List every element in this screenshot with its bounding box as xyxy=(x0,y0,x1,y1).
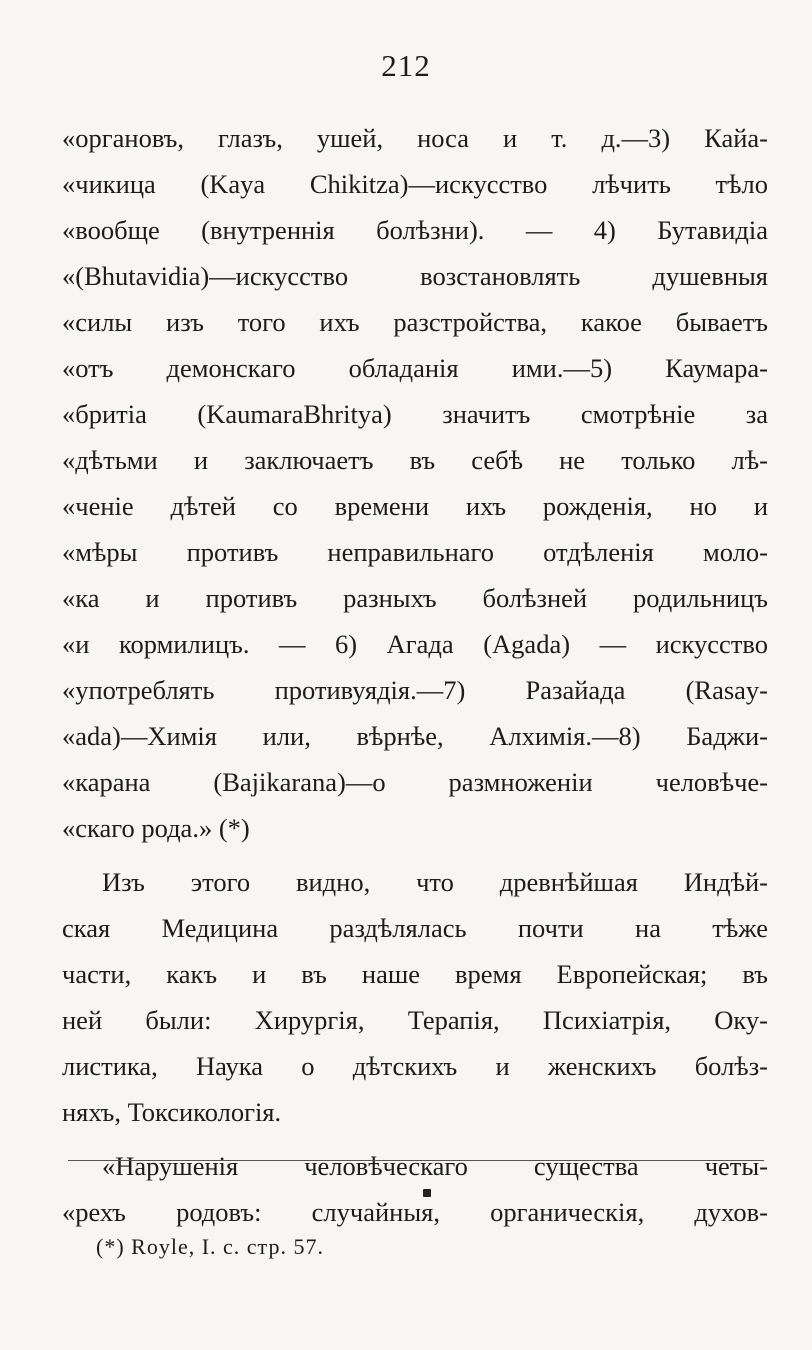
text-line: «мѣры противъ неправильнаго отдѣленія моло- xyxy=(62,537,768,567)
body-text xyxy=(62,115,768,1235)
text-line: «дѣтьми и заключаетъ въ себѣ не только лѣ- xyxy=(62,445,768,475)
text-line: «ada)—Химія или, вѣрнѣе, Алхимія.—8) Баджи- xyxy=(62,721,768,751)
printer-mark xyxy=(423,1189,431,1197)
text-line: «употреблять противуядія.—7) Разайада (Rasay- xyxy=(62,675,768,705)
text-line: няхъ, Токсикологія. xyxy=(62,1097,282,1127)
text-line: «(Bhutavidia)—искусство возстановлять душевныя xyxy=(62,261,768,291)
text-line: «бритіа (KaumaraBhritya) значитъ смотрѣніе за xyxy=(62,399,768,429)
text-line: «вообще (внутреннія болѣзни). — 4) Бутавидіа xyxy=(62,215,768,245)
footnote-divider xyxy=(68,1160,764,1161)
text-line: листика, Наука о дѣтскихъ и женскихъ болѣз- xyxy=(62,1051,768,1081)
text-line: «карана (Bajikarana)—о размноженіи человѣче- xyxy=(62,767,768,797)
text-line: «и кормилицъ. — 6) Агада (Agada) — искусство xyxy=(62,629,768,659)
text-line: «отъ демонскаго обладанія ими.—5) Каумара- xyxy=(62,353,768,383)
text-line: «рехъ родовъ: случайныя, органическія, духов- xyxy=(62,1197,768,1227)
text-line: «Нарушенія человѣческаго существа четы- xyxy=(102,1151,768,1181)
text-line: Изъ этого видно, что древнѣйшая Индѣй- xyxy=(102,867,768,897)
text-line: ней были: Хирургія, Терапія, Психіатрія, Оку- xyxy=(62,1005,768,1035)
text-line: «чикица (Kaya Chikitza)—искусство лѣчить тѣло xyxy=(62,169,768,199)
text-line: «ка и противъ разныхъ болѣзней родильницъ xyxy=(62,583,768,613)
text-line: «ченіе дѣтей со времени ихъ рожденія, но и xyxy=(62,491,768,521)
text-line: «скаго рода.» (*) xyxy=(62,813,250,843)
text-line: «органовъ, глазъ, ушей, носа и т. д.—3) Кайа- xyxy=(62,123,768,153)
page-number: 212 xyxy=(381,48,431,83)
footnote: (*) Royle, I. c. стр. 57. xyxy=(96,1234,324,1259)
text-line: ская Медицина раздѣлялась почти на тѣже xyxy=(62,913,768,943)
text-line: «силы изъ того ихъ разстройства, какое бываетъ xyxy=(62,307,768,337)
text-line: части, какъ и въ наше время Европейская; въ xyxy=(62,959,768,989)
